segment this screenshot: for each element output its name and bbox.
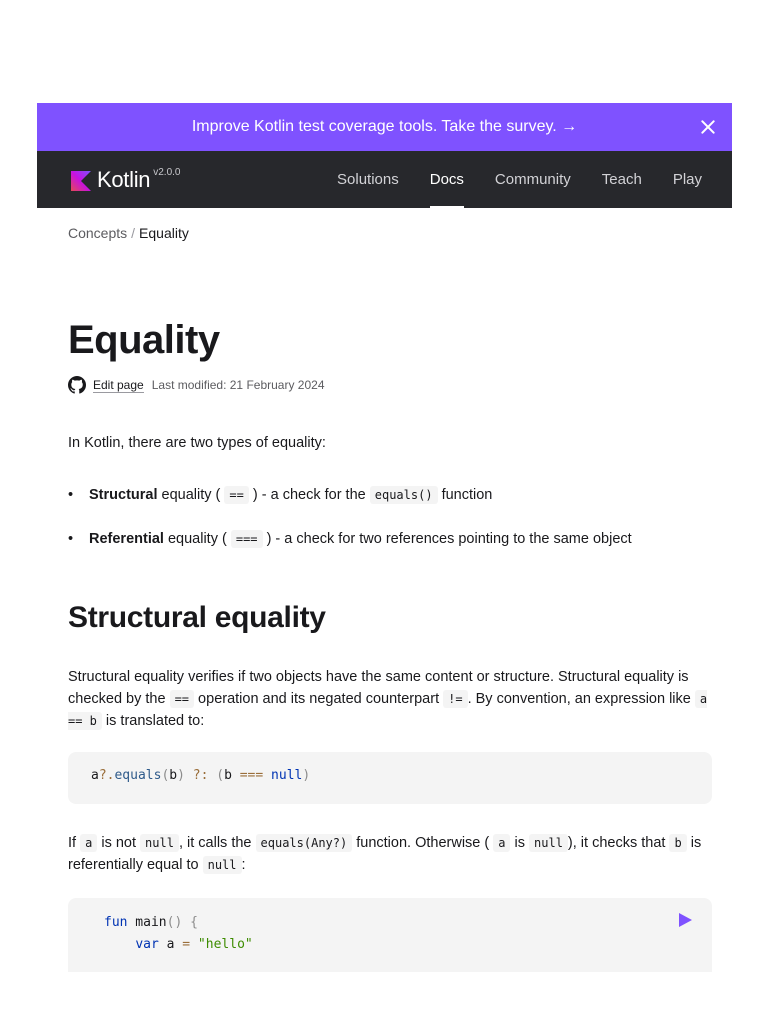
breadcrumb-current: Equality bbox=[139, 225, 189, 241]
para-text: Structural equality verifies if two objects have the same content or structure. Structural equality is checked by the bbox=[68, 669, 689, 707]
para-text: operation and its negated counterpart bbox=[194, 691, 444, 707]
null-check-paragraph bbox=[68, 832, 713, 876]
structural-strong: Structural bbox=[89, 487, 158, 503]
survey-banner[interactable] bbox=[37, 103, 732, 151]
intro-paragraph: In Kotlin, there are two types of equality: bbox=[68, 435, 326, 451]
para-text: If bbox=[68, 835, 81, 851]
breadcrumb-concepts[interactable]: Concepts bbox=[68, 225, 128, 241]
inline-code: null bbox=[529, 834, 568, 852]
nav-solutions[interactable]: Solutions bbox=[337, 171, 399, 188]
para-text: : bbox=[241, 857, 246, 873]
code-token: "hello" bbox=[190, 937, 253, 952]
para-text: is translated to: bbox=[101, 713, 205, 729]
code-token: var bbox=[135, 937, 159, 952]
code-token: b bbox=[169, 768, 178, 783]
code-line bbox=[104, 912, 676, 934]
code-token: null bbox=[263, 768, 303, 783]
code-block-main[interactable] bbox=[68, 898, 712, 972]
structural-paragraph bbox=[68, 666, 713, 732]
nav-teach[interactable]: Teach bbox=[601, 171, 642, 188]
para-text: is bbox=[510, 835, 530, 851]
edit-page-link[interactable]: Edit page bbox=[93, 377, 144, 392]
para-text: , it calls the bbox=[178, 835, 256, 851]
inline-code: != bbox=[443, 690, 467, 708]
code-token: main bbox=[127, 915, 167, 930]
run-code-icon[interactable] bbox=[679, 913, 692, 927]
page-meta bbox=[68, 376, 713, 394]
inline-code: a bbox=[493, 834, 510, 852]
bullet-text: ) - a check for the bbox=[248, 487, 370, 503]
breadcrumb bbox=[68, 225, 189, 241]
code-token: ?: bbox=[184, 768, 217, 783]
code-token: () { bbox=[166, 915, 198, 930]
equality-types-list bbox=[68, 484, 713, 550]
survey-link[interactable]: Improve Kotlin test coverage tools. Take the survey. → bbox=[191, 118, 578, 135]
para-text: ), it checks that bbox=[567, 835, 670, 851]
inline-code: a bbox=[80, 834, 97, 852]
nav-community[interactable]: Community bbox=[494, 171, 571, 188]
code-token: = bbox=[182, 937, 191, 952]
section-title-structural: Structural equality bbox=[68, 601, 326, 634]
para-text: is not bbox=[97, 835, 141, 851]
inline-code: equals(Any?) bbox=[256, 834, 353, 852]
article-content bbox=[68, 310, 713, 972]
code-token: ) bbox=[177, 768, 185, 783]
bullet-text: ) - a check for two references pointing to the same object bbox=[262, 531, 632, 547]
para-text: function. Otherwise ( bbox=[352, 835, 494, 851]
code-token: ?. bbox=[98, 768, 115, 783]
list-item bbox=[68, 528, 713, 550]
nav-docs[interactable]: Docs bbox=[430, 151, 464, 208]
inline-code: == bbox=[224, 486, 248, 504]
code-token: ) bbox=[302, 768, 311, 783]
code-token: ( bbox=[216, 768, 225, 783]
inline-code: b bbox=[669, 834, 686, 852]
version-label[interactable]: v2.0.0 bbox=[153, 167, 181, 178]
code-token: === bbox=[239, 768, 264, 783]
kotlin-logo[interactable] bbox=[71, 167, 180, 193]
inline-code: null bbox=[203, 856, 242, 874]
site-header bbox=[37, 151, 732, 208]
nav-play[interactable]: Play bbox=[672, 171, 702, 188]
main-nav bbox=[306, 151, 702, 208]
code-token: a bbox=[91, 768, 99, 783]
close-icon[interactable] bbox=[698, 117, 718, 137]
code-token: a bbox=[158, 937, 183, 952]
inline-code: null bbox=[140, 834, 179, 852]
bullet-text: function bbox=[437, 487, 493, 503]
breadcrumb-separator: / bbox=[131, 225, 136, 241]
page-title: Equality bbox=[68, 318, 220, 362]
para-text: is referentially equal to bbox=[68, 835, 702, 873]
code-line bbox=[104, 934, 676, 956]
code-indent bbox=[104, 937, 135, 952]
code-token: equals bbox=[114, 768, 162, 783]
kotlin-logo-icon bbox=[71, 171, 91, 191]
inline-code: equals() bbox=[370, 486, 438, 504]
list-item bbox=[68, 484, 713, 506]
code-token: b bbox=[224, 768, 240, 783]
github-icon bbox=[68, 376, 86, 394]
inline-code: == bbox=[170, 690, 194, 708]
referential-strong: Referential bbox=[89, 531, 164, 547]
code-block-equals[interactable] bbox=[68, 752, 712, 804]
code-token: fun bbox=[104, 915, 128, 930]
inline-code: === bbox=[231, 530, 263, 548]
inline-code: a == b bbox=[68, 692, 708, 728]
bullet-text: equality ( bbox=[157, 487, 225, 503]
code-token: ( bbox=[161, 768, 170, 783]
last-modified: Last modified: 21 February 2024 bbox=[151, 378, 325, 392]
bullet-text: equality ( bbox=[163, 531, 231, 547]
para-text: . By convention, an expression like bbox=[467, 691, 695, 707]
logo-wordmark: Kotlin bbox=[97, 167, 151, 192]
